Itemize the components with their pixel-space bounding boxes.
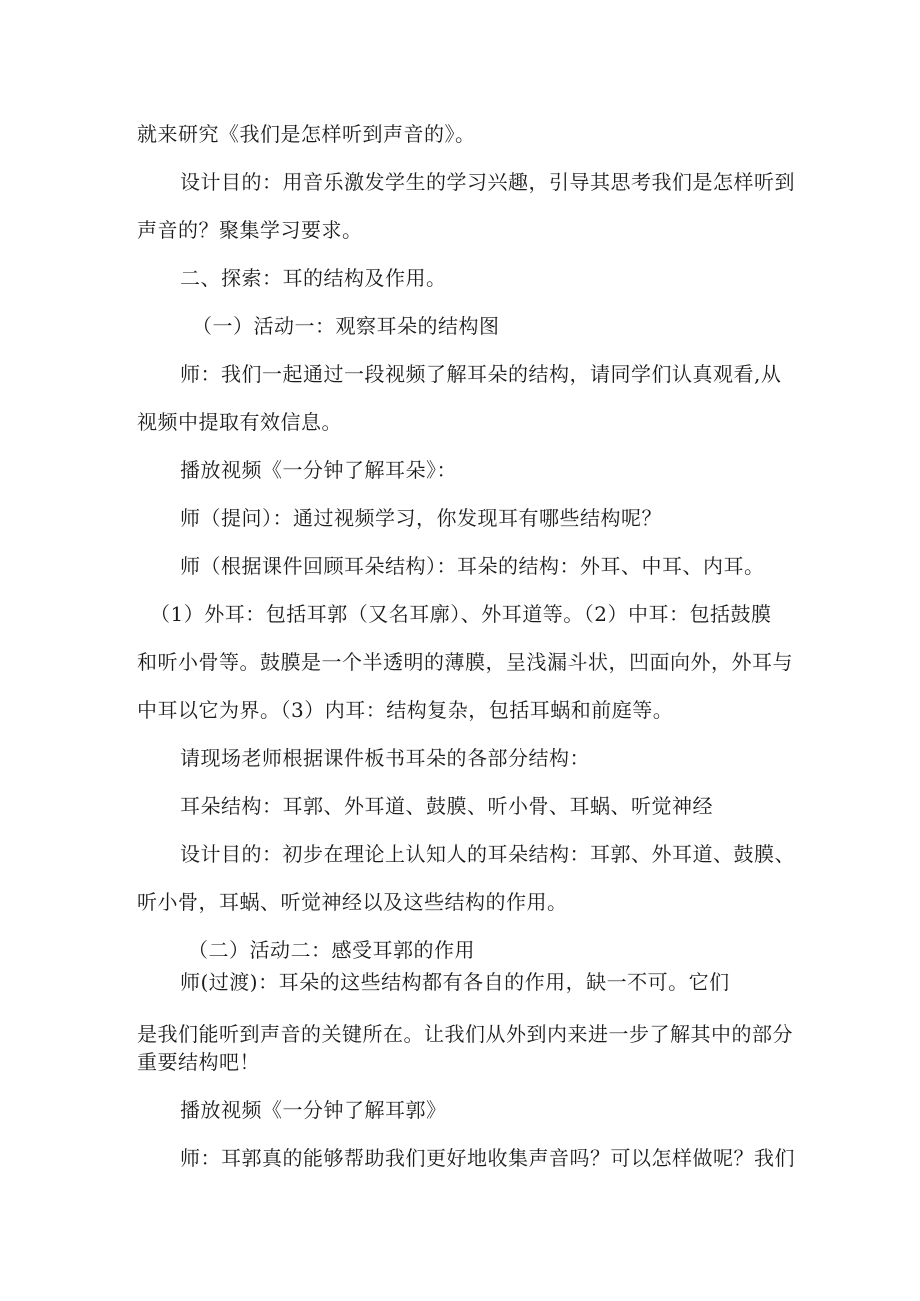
text-line: 请现场老师根据课件板书耳朵的各部分结构： — [180, 746, 590, 770]
text-line: 和听小骨等。鼓膜是一个半透明的薄膜，呈浅漏斗状，凹面向外，外耳与 — [137, 650, 793, 674]
text-line: 师（根据课件回顾耳朵结构）：耳朵的结构：外耳、中耳、内耳。 — [180, 554, 765, 578]
text-line: 中耳以它为界。（3）内耳：结构复杂，包括耳蜗和前庭等。 — [137, 698, 674, 722]
text-line: 设计目的：初步在理论上认知人的耳朵结构：耳郭、外耳道、鼓膜、 — [180, 842, 795, 866]
text-line: 播放视频《一分钟了解耳郭》 — [180, 1098, 447, 1122]
text-line: 设计目的：用音乐激发学生的学习兴趣，引导其思考我们是怎样听到 — [180, 170, 795, 194]
text-line: 师(过渡)：耳朵的这些结构都有各自的作用，缺一不可。它们 — [180, 970, 730, 994]
text-line: 师：耳郭真的能够帮助我们更好地收集声音吗？可以怎样做呢？我们 — [180, 1146, 795, 1170]
subsection-heading: （二）活动二：感受耳郭的作用 — [188, 938, 475, 962]
text-line: （1）外耳：包括耳郭（又名耳廓）、外耳道等。（2）中耳：包括鼓膜 — [150, 602, 772, 626]
text-line: 师（提问）：通过视频学习，你发现耳有哪些结构呢？ — [180, 506, 662, 530]
text-line: 师：我们一起通过一段视频了解耳朵的结构，请同学们认真观看,从 — [180, 362, 782, 386]
text-line: 听小骨，耳蜗、听觉神经以及这些结构的作用。 — [137, 890, 568, 914]
text-line: 就来研究《我们是怎样听到声音的》。 — [137, 122, 476, 146]
text-line: 声音的？聚集学习要求。 — [137, 218, 363, 242]
text-line: 播放视频《一分钟了解耳朵》： — [180, 458, 457, 482]
subsection-heading: （一）活动一：观察耳朵的结构图 — [192, 314, 500, 338]
text-line: 重要结构吧！ — [137, 1050, 260, 1074]
text-line: 视频中提取有效信息。 — [137, 410, 342, 434]
section-heading: 二、探索：耳的结构及作用。 — [180, 266, 447, 290]
text-line: 耳朵结构：耳郭、外耳道、鼓膜、听小骨、耳蜗、听觉神经 — [180, 794, 713, 818]
text-line: 是我们能听到声音的关键所在。让我们从外到内来进一步了解其中的部分 — [137, 1022, 793, 1046]
